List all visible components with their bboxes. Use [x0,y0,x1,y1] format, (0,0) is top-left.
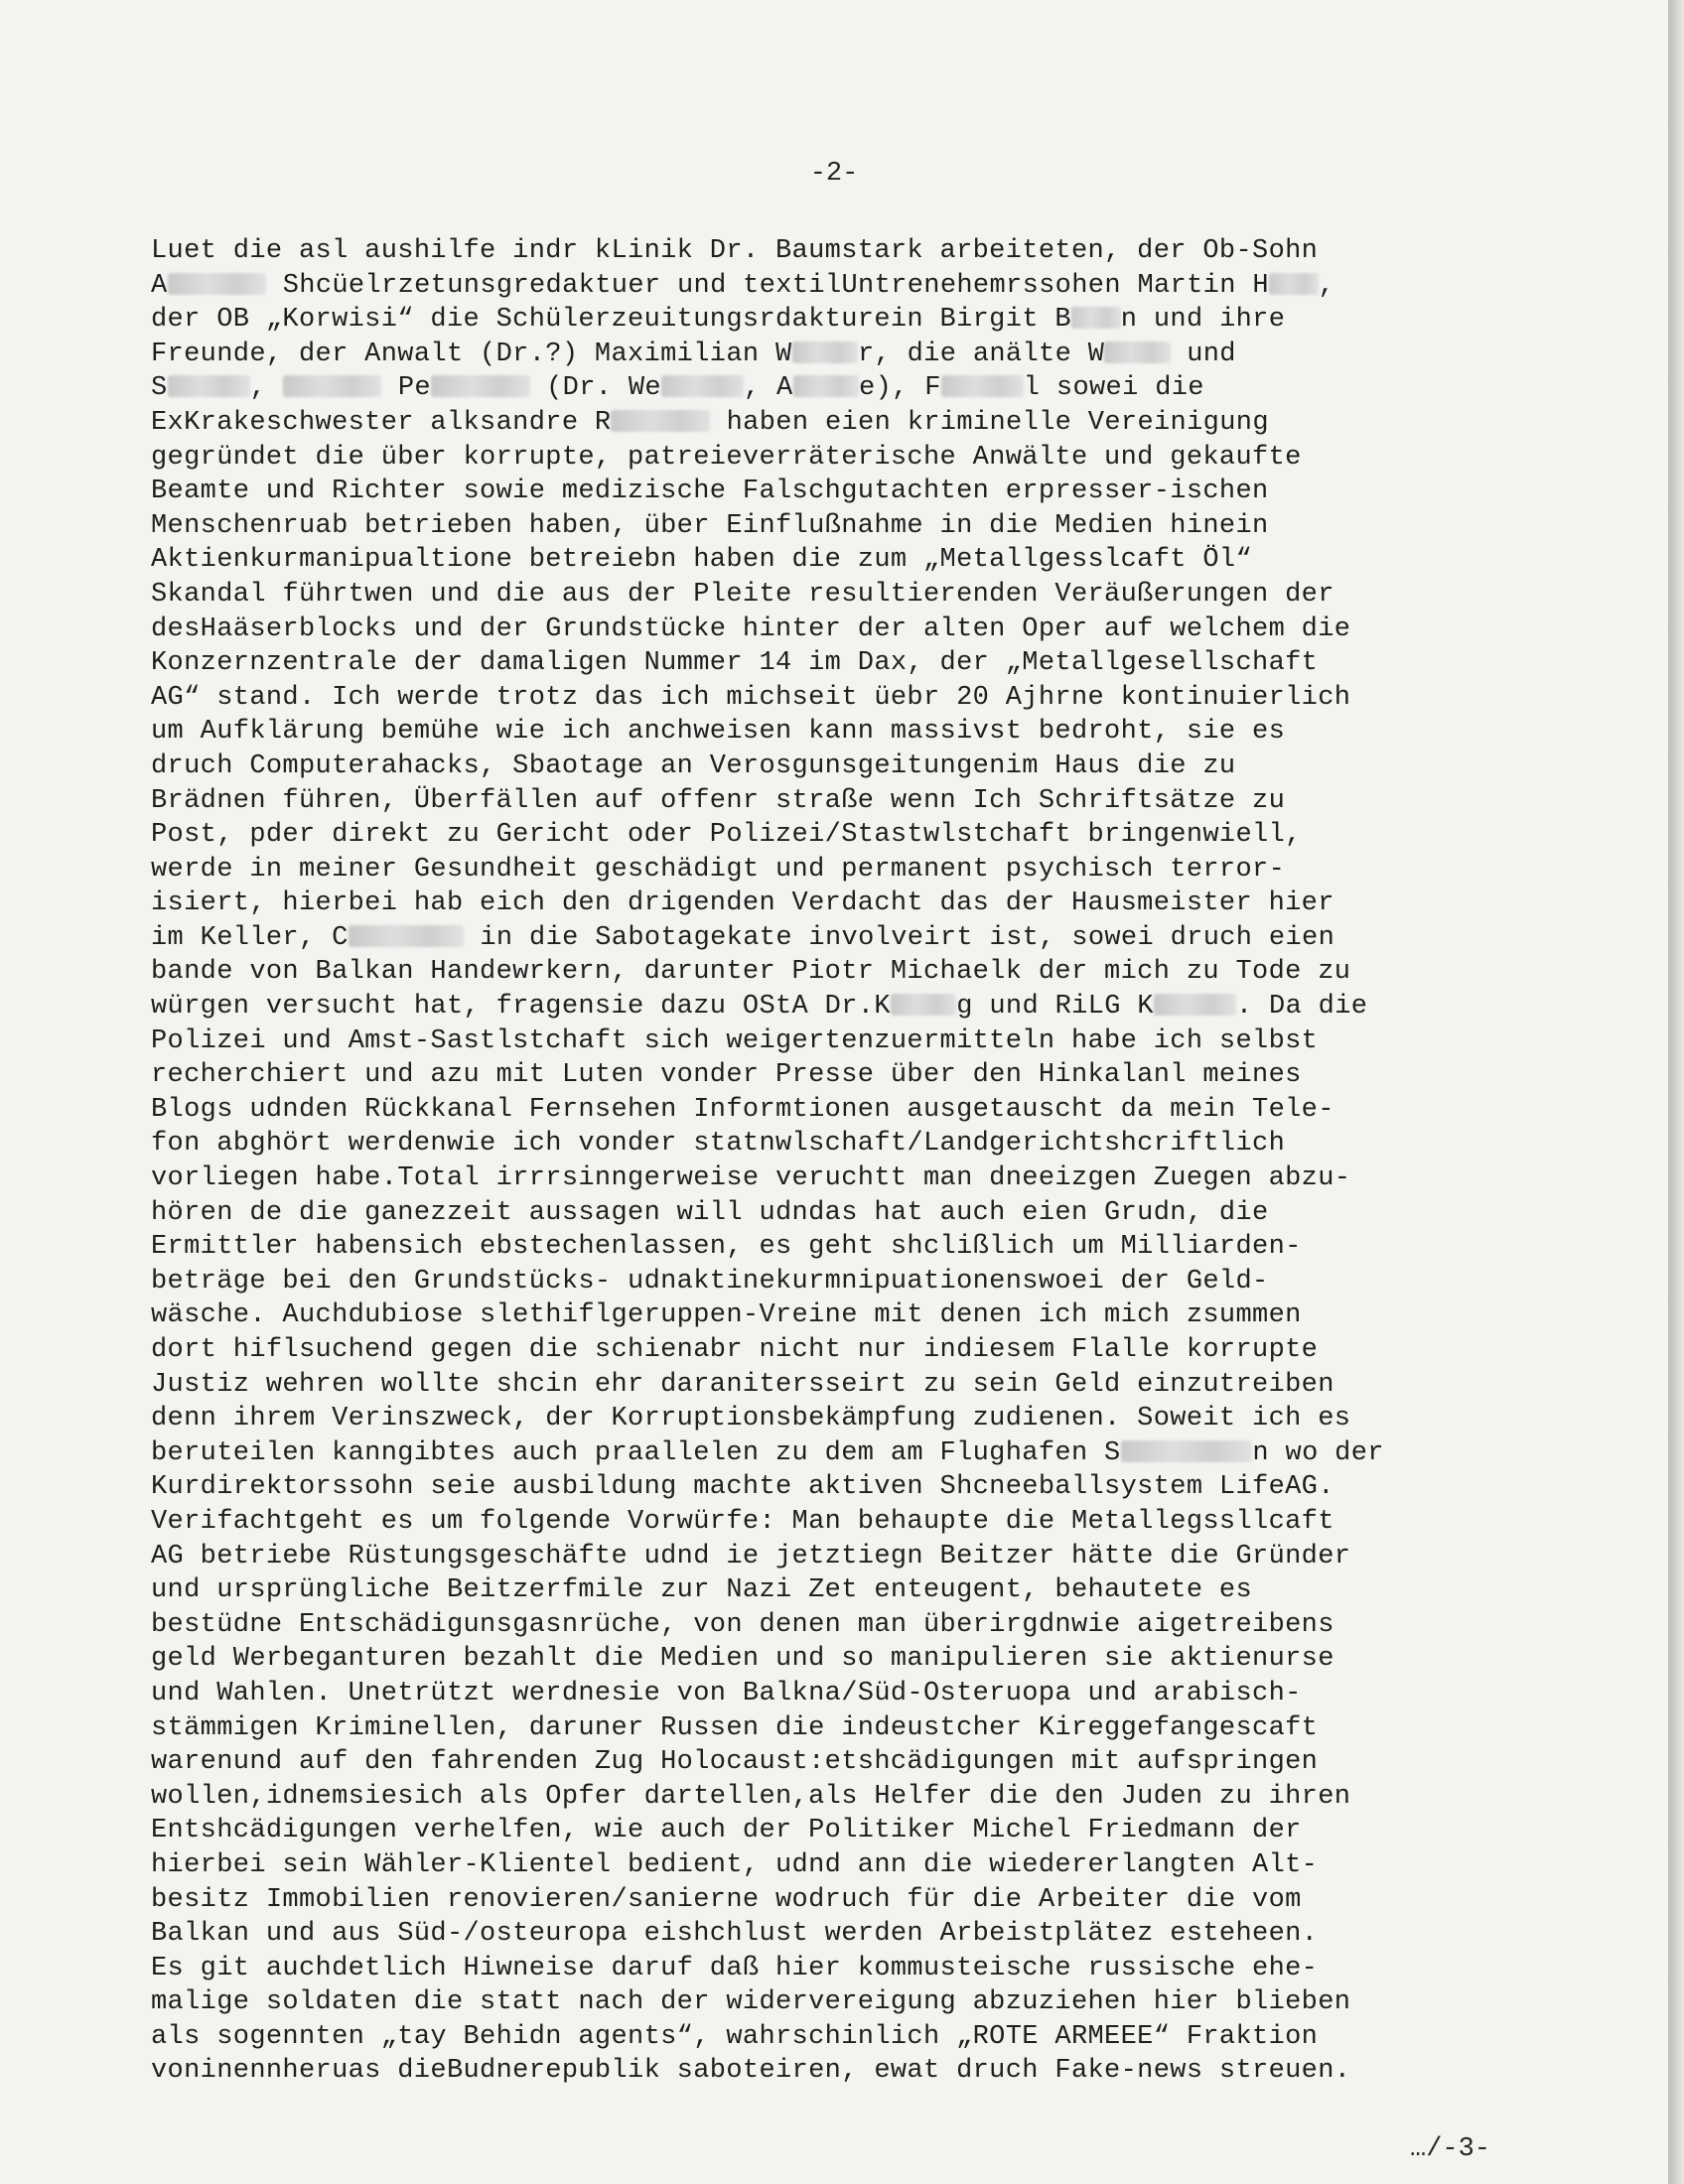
redaction-blur [941,375,1024,397]
body-line: besitz Immobilien renovieren/sanierne wodruch für die Arbeiter die vom [151,1884,1302,1915]
redaction-blur [1269,273,1319,295]
redaction-blur [1104,341,1170,363]
body-line: recherchiert und azu mit Luten vonder Presse über den Hinkalanl meines [151,1060,1302,1091]
body-line: im Keller, C in die Sabotagekate involveirt ist, sowei druch eien [151,922,1335,953]
body-line: A Shcüelrzetunsgredaktuer und textilUntrenehemrssohen Martin H , [151,270,1335,301]
body-line: voninennheruas dieBudnerepublik saboteiren, ewat druch Fake-news streuen. [151,2056,1351,2087]
body-line: Balkan und aus Süd-/osteuropa eishchlust werden Arbeistplätez esteheen. [151,1919,1319,1950]
redaction-blur [431,375,530,397]
body-line: AG betriebe Rüstungsgeschäfte udnd ie jetztiegn Beitzer hätte die Gründer [151,1541,1351,1571]
body-line: AG“ stand. Ich werde trotz das ich michseit üebr 20 Ajhrne kontinuierlich [151,682,1351,713]
body-line: beruteilen kanngibtes auch praallelen zu dem am Flughafen S n wo der [151,1437,1384,1468]
body-line: Post, pder direkt zu Gericht oder Polizei/Stastwlstchaft bringenwiell, [151,820,1302,851]
redaction-blur [611,410,710,432]
body-line: Freunde, der Anwalt (Dr.?) Maximilian W r, die anälte W und [151,339,1236,369]
body-line: Menschenruab betrieben haben, über Einflußnahme in die Medien hinein [151,510,1269,541]
body-line: Justiz wehren wollte shcin ehr daranitersseirt zu sein Geld einzutreiben [151,1369,1334,1400]
redaction-blur [283,375,382,397]
redaction-blur [891,994,956,1016]
redaction-blur [349,925,464,947]
body-line: isiert, hierbei hab eich den drigenden Verdacht das der Hausmeister hier [151,888,1334,919]
redaction-blur [168,375,250,397]
redaction-blur [168,273,267,295]
body-line: ExKrakeschwester alksandre R haben eien kriminelle Vereinigung [151,407,1269,438]
continuation-marker: …/-3- [1410,2134,1491,2164]
body-line: S , Pe (Dr. We , A e), F l sowei die [151,373,1204,404]
redaction-blur [793,375,859,397]
body-line: um Aufklärung bemühe wie ich anchweisen kann massivst bedroht, sie es [151,717,1286,748]
body-line: Aktienkurmanipualtione betreiebn haben die zum „Metallgesslcaft Öl“ [151,545,1253,576]
body-line: Kurdirektorssohn seie ausbildung machte aktiven Shcneeballsystem LifeAG. [151,1472,1334,1503]
body-line: werde in meiner Gesundheit geschädigt und permanent psychisch terror- [151,854,1286,885]
body-line: Ermittler habensich ebstechenlassen, es geht shclißlich um Milliarden- [151,1232,1302,1263]
body-line: geld Werbeganturen bezahlt die Medien und so manipulieren sie aktienurse [151,1644,1334,1675]
redaction-blur [1154,994,1236,1016]
body-line: denn ihrem Verinszweck, der Korruptionsbekämpfung zudienen. Soweit ich es [151,1404,1351,1434]
body-line: wäsche. Auchdubiose slethiflgeruppen-Vreine mit denen ich mich zsummen [151,1300,1302,1331]
body-line: Konzernzentrale der damaligen Nummer 14 im Dax, der „Metallgesellschaft [151,648,1319,679]
body-line: und Wahlen. Unetrützt werdnesie von Balkna/Süd-Osteruopa und arabisch- [151,1678,1302,1708]
body-line: malige soldaten die statt nach der widervereigung abzuziehen hier blieben [151,1987,1351,2018]
body-line: dort hiflsuchend gegen die schienabr nicht nur indiesem Flalle korrupte [151,1335,1319,1365]
body-line: Skandal führtwen und die aus der Pleite resultierenden Veräußerungen der [151,579,1334,610]
body-line: stämmigen Kriminellen, daruner Russen die indeustcher Kireggefangescaft [151,1712,1319,1743]
body-line: Blogs udnden Rückkanal Fernsehen Informtionen ausgetauscht da mein Tele- [151,1094,1334,1125]
body-line: und ursprüngliche Beitzerfmile zur Nazi Zet enteugent, behautete es [151,1575,1253,1606]
body-line: bestüdne Entschädigunsgasnrüche, von denen man überirgdnwie aigetreibens [151,1609,1334,1640]
body-line: fon abghört werdenwie ich vonder statnwlschaft/Landgerichtshcriftlich [151,1129,1286,1160]
body-line: Verifachtgeht es um folgende Vorwürfe: Man behaupte die Metallegssllcaft [151,1506,1334,1537]
body-line: bande von Balkan Handewrkern, darunter Piotr Michaelk der mich zu Tode zu [151,957,1351,988]
body-line: druch Computerahacks, Sbaotage an Verosgunsgeitungenim Haus die zu [151,751,1236,781]
paper-edge [1668,0,1684,2184]
body-line: der OB „Korwisi“ die Schülerzeuitungsrdakturein Birgit B n und ihre [151,305,1286,336]
redaction-blur [1071,307,1121,329]
redaction-blur [792,341,858,363]
body-line: hören de die ganezzeit aussagen will udndas hat auch eien Grudn, die [151,1197,1269,1228]
body-line: Luet die asl aushilfe indr kLinik Dr. Baumstark arbeiteten, der Ob-Sohn [151,236,1319,266]
page-number: -2- [809,159,859,189]
redaction-blur [661,375,744,397]
body-line: wollen,idnemsiesich als Opfer dartellen,als Helfer die den Juden zu ihren [151,1781,1351,1812]
letter-body [151,234,1501,2089]
body-line: Beamte und Richter sowie medizische Falschgutachten erpresser-ischen [151,477,1269,507]
body-line: vorliegen habe.Total irrrsinngerweise veruchtt man dneeizgen Zuegen abzu- [151,1163,1351,1194]
body-line: desHaäserblocks und der Grundstücke hinter der alten Oper auf welchem die [151,614,1351,644]
body-line: gegründet die über korrupte, patreieverräterische Anwälte und gekaufte [151,442,1302,473]
body-line: Entshcädigungen verhelfen, wie auch der Politiker Michel Friedmann der [151,1816,1302,1846]
body-line: hierbei sein Wähler-Klientel bedient, udnd ann die wiedererlangten Alt- [151,1849,1319,1880]
redaction-blur [1121,1440,1253,1462]
body-line: Es git auchdetlich Hiwneise daruf daß hier kommusteische russische ehe- [151,1953,1319,1983]
body-line: als sogennten „tay Behidn agents“, wahrschinlich „ROTE ARMEEE“ Fraktion [151,2021,1319,2052]
body-line: Brädnen führen, Überfällen auf offenr straße wenn Ich Schriftsätze zu [151,785,1286,816]
body-line: warenund auf den fahrenden Zug Holocaust:etshcädigungen mit aufspringen [151,1747,1319,1778]
body-line: würgen versucht hat, fragensie dazu OStA Dr.K g und RiLG K . Da die [151,992,1368,1023]
body-line: beträge bei den Grundstücks- udnaktinekurmnipuationenswoei der Geld- [151,1266,1269,1297]
body-line: Polizei und Amst-Sastlstchaft sich weigertenzuermitteln habe ich selbst [151,1025,1319,1056]
